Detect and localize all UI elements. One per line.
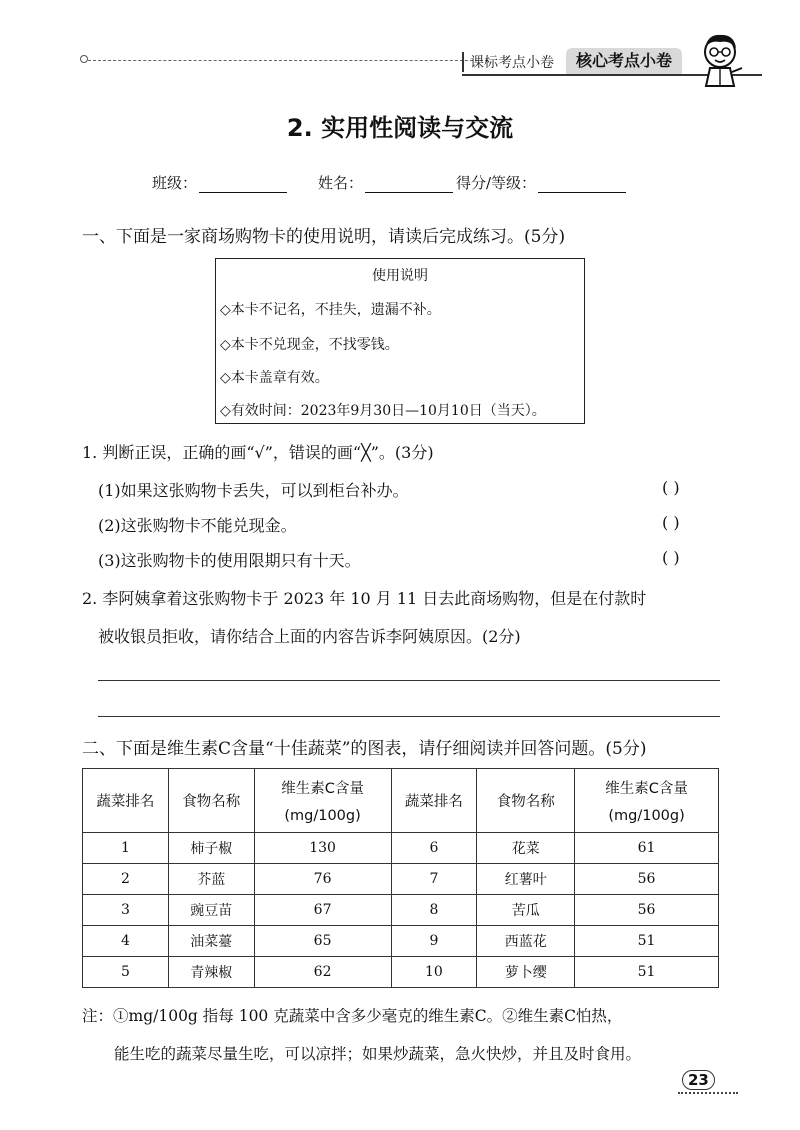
cell-food: 萝卜缨 xyxy=(477,957,575,988)
score-blank xyxy=(538,178,626,193)
cell-rank: 9 xyxy=(391,926,477,957)
q2-prompt-line1: 2. 李阿姨拿着这张购物卡于 2023 年 10 月 11 日去此商场购物，但是在付款时 xyxy=(82,589,647,608)
cell-food: 西蓝花 xyxy=(477,926,575,957)
box-line: ◇有效时间：2023年9月30日—10月10日（当天）。 xyxy=(220,403,546,419)
box-line: ◇本卡盖章有效。 xyxy=(220,370,329,386)
header-dot xyxy=(80,55,88,63)
q1-answer-blank[interactable]: ( ) xyxy=(662,548,680,567)
header-food: 食物名称 xyxy=(477,769,575,833)
name-field xyxy=(318,172,453,193)
mascot-icon xyxy=(690,28,750,88)
cell-rank: 5 xyxy=(83,957,169,988)
box-line: ◇本卡不记名，不挂失，遗漏不补。 xyxy=(220,302,441,318)
header-vitamin xyxy=(575,769,719,833)
q1-item: (3)这张购物卡的使用限期只有十天。 xyxy=(98,551,361,570)
cell-vitamin: 61 xyxy=(575,833,719,864)
table-row xyxy=(83,957,719,988)
cell-vitamin: 65 xyxy=(254,926,391,957)
cell-food: 豌豆苗 xyxy=(168,895,254,926)
cell-food: 青辣椒 xyxy=(168,957,254,988)
section2-heading: 二、下面是维生素C含量“十佳蔬菜”的图表，请仔细阅读并回答问题。(5分) xyxy=(82,739,647,759)
header-tab-primary: 核心考点小卷 xyxy=(566,48,682,74)
cell-rank: 1 xyxy=(83,833,169,864)
cell-food: 花菜 xyxy=(477,833,575,864)
page-number-decoration xyxy=(678,1092,738,1094)
cell-rank: 7 xyxy=(391,864,477,895)
cell-vitamin: 67 xyxy=(254,895,391,926)
header-rank: 蔬菜排名 xyxy=(391,769,477,833)
section1-heading: 一、下面是一家商场购物卡的使用说明，请读后完成练习。(5分) xyxy=(82,227,566,247)
table-header-row xyxy=(83,769,719,833)
header-food: 食物名称 xyxy=(168,769,254,833)
score-field xyxy=(456,172,626,193)
cell-food: 苦瓜 xyxy=(477,895,575,926)
name-blank xyxy=(365,178,453,193)
table-row xyxy=(83,864,719,895)
cell-vitamin: 56 xyxy=(575,895,719,926)
header-tab-secondary: 课标考点小卷 xyxy=(462,52,560,72)
answer-line[interactable] xyxy=(98,716,720,717)
name-label: 姓名： xyxy=(318,174,364,192)
cell-vitamin: 56 xyxy=(575,864,719,895)
cell-vitamin: 62 xyxy=(254,957,391,988)
page-number: 23 xyxy=(682,1070,715,1090)
answer-line[interactable] xyxy=(98,680,720,681)
header-vitamin-label: 维生素C含量 xyxy=(281,781,364,797)
table-row xyxy=(83,926,719,957)
cell-rank: 2 xyxy=(83,864,169,895)
cell-vitamin: 51 xyxy=(575,926,719,957)
q2-prompt-line2: 被收银员拒收，请你结合上面的内容告诉李阿姨原因。(2分) xyxy=(98,627,521,646)
usage-instructions-box xyxy=(215,258,585,424)
table-row xyxy=(83,833,719,864)
q1-answer-blank[interactable]: ( ) xyxy=(662,513,680,532)
vitamin-c-table xyxy=(82,768,719,988)
score-label: 得分/等级： xyxy=(456,174,537,192)
cell-food: 柿子椒 xyxy=(168,833,254,864)
header-rank: 蔬菜排名 xyxy=(83,769,169,833)
note-line1: 注：①mg/100g 指每 100 克蔬菜中含多少毫克的维生素C。②维生素C怕热， xyxy=(82,1007,623,1025)
cell-food: 红薯叶 xyxy=(477,864,575,895)
q1-item: (1)如果这张购物卡丢失，可以到柜台补办。 xyxy=(98,481,409,500)
cell-rank: 4 xyxy=(83,926,169,957)
cell-vitamin: 130 xyxy=(254,833,391,864)
cell-vitamin: 76 xyxy=(254,864,391,895)
class-label: 班级： xyxy=(152,174,198,192)
cell-vitamin: 51 xyxy=(575,957,719,988)
header-dashed-line xyxy=(88,60,488,61)
cell-rank: 8 xyxy=(391,895,477,926)
q1-answer-blank[interactable]: ( ) xyxy=(662,478,680,497)
header-vitamin-unit: (mg/100g) xyxy=(608,808,685,824)
header-vitamin xyxy=(254,769,391,833)
cell-food: 油菜薹 xyxy=(168,926,254,957)
note-line2: 能生吃的蔬菜尽量生吃，可以凉拌；如果炒蔬菜，急火快炒，并且及时食用。 xyxy=(114,1045,642,1063)
box-line: ◇本卡不兑现金，不找零钱。 xyxy=(220,337,399,353)
cell-rank: 10 xyxy=(391,957,477,988)
class-field xyxy=(152,172,287,193)
header-vitamin-label: 维生素C含量 xyxy=(605,781,688,797)
page-title: 2. 实用性阅读与交流 xyxy=(286,114,514,142)
table-row xyxy=(83,895,719,926)
cell-food: 芥蓝 xyxy=(168,864,254,895)
header-vitamin-unit: (mg/100g) xyxy=(284,808,361,824)
cell-rank: 6 xyxy=(391,833,477,864)
q1-item: (2)这张购物卡不能兑现金。 xyxy=(98,516,297,535)
cell-rank: 3 xyxy=(83,895,169,926)
box-title: 使用说明 xyxy=(372,268,428,284)
q1-prompt: 1. 判断正误，正确的画“√”，错误的画“╳”。(3分) xyxy=(82,443,434,462)
class-blank xyxy=(199,178,287,193)
